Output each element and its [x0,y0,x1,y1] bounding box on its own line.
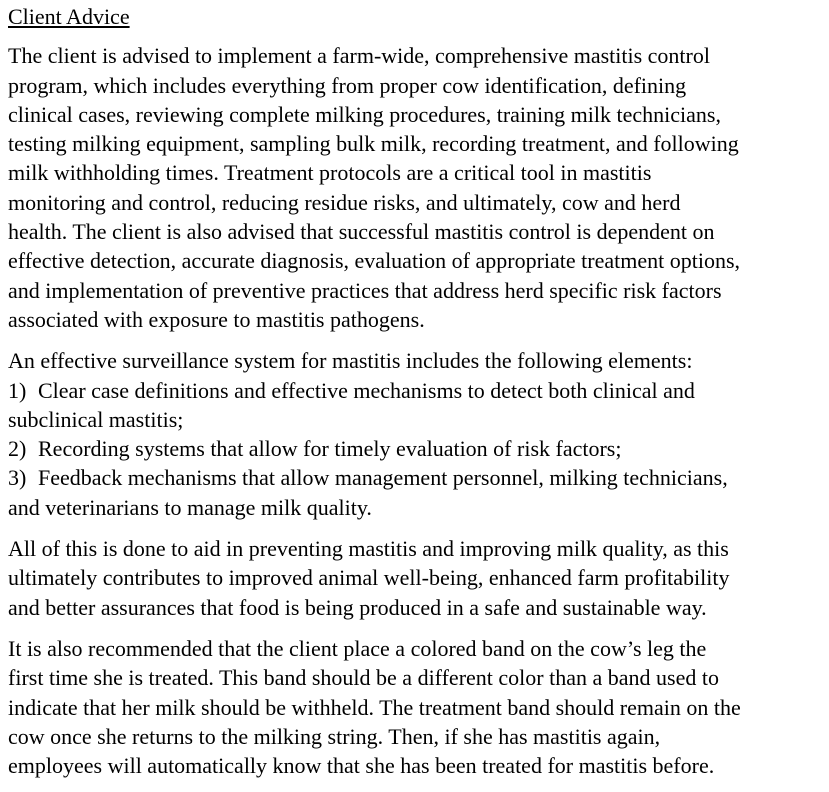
paragraph-line: effective detection, accurate diagnosis, evaluation of appropriate treatment options, [8,248,741,274]
document-body [8,2,823,792]
paragraph-line: indicate that her milk should be withheld. The treatment band should remain on the [8,694,741,720]
paragraph-line: associated with exposure to mastitis pathogens. [8,306,425,332]
list-item-2 [8,434,823,463]
list-item-3 [8,463,823,492]
list-number: 1) [8,377,27,403]
paragraph-line: All of this is done to aid in preventing mastitis and improving milk quality, as this [8,536,729,562]
surveillance-intro: An effective surveillance system for mastitis includes the following elements: [8,348,693,374]
paragraph-program-advice [8,41,823,334]
paragraph-treatment-band [8,634,823,780]
paragraph-line: It is also recommended that the client place a colored band on the cow’s leg the [8,635,707,661]
list-number: 2) [8,436,27,462]
paragraph-line: and implementation of preventive practices that address herd specific risk factors [8,277,722,303]
list-item-text: Feedback mechanisms that allow management personnel, milking technicians, [38,465,728,491]
list-item-1 [8,376,823,405]
paragraph-line: ultimately contributes to improved animal well-being, enhanced farm profitability [8,565,730,591]
list-item-1-continued: subclinical mastitis; [8,406,184,432]
paragraph-line: milk withholding times. Treatment protocols are a critical tool in mastitis [8,160,652,186]
paragraph-surveillance-system [8,346,823,522]
list-item-text: Clear case definitions and effective mechanisms to detect both clinical and [38,377,695,403]
paragraph-line: employees will automatically know that she has been treated for mastitis before. [8,753,715,779]
paragraph-line: first time she is treated. This band should be a different color than a band used to [8,665,719,691]
paragraph-line: program, which includes everything from proper cow identification, defining [8,72,687,98]
list-item-text: Recording systems that allow for timely evaluation of risk factors; [38,436,622,462]
paragraph-line: The client is advised to implement a farm-wide, comprehensive mastitis control [8,43,710,69]
paragraph-line: testing milking equipment, sampling bulk milk, recording treatment, and following [8,131,739,157]
list-item-3-continued: and veterinarians to manage milk quality. [8,494,372,520]
paragraph-line: monitoring and control, reducing residue risks, and ultimately, cow and herd [8,189,681,215]
paragraph-milk-quality [8,534,823,622]
paragraph-line: health. The client is also advised that successful mastitis control is dependent on [8,219,715,245]
paragraph-line: clinical cases, reviewing complete milking procedures, training milk technicians, [8,101,721,127]
list-number: 3) [8,465,27,491]
paragraph-line: and better assurances that food is being produced in a safe and sustainable way. [8,594,707,620]
section-heading: Client Advice [8,4,130,29]
paragraph-line: cow once she returns to the milking string. Then, if she has mastitis again, [8,723,661,749]
